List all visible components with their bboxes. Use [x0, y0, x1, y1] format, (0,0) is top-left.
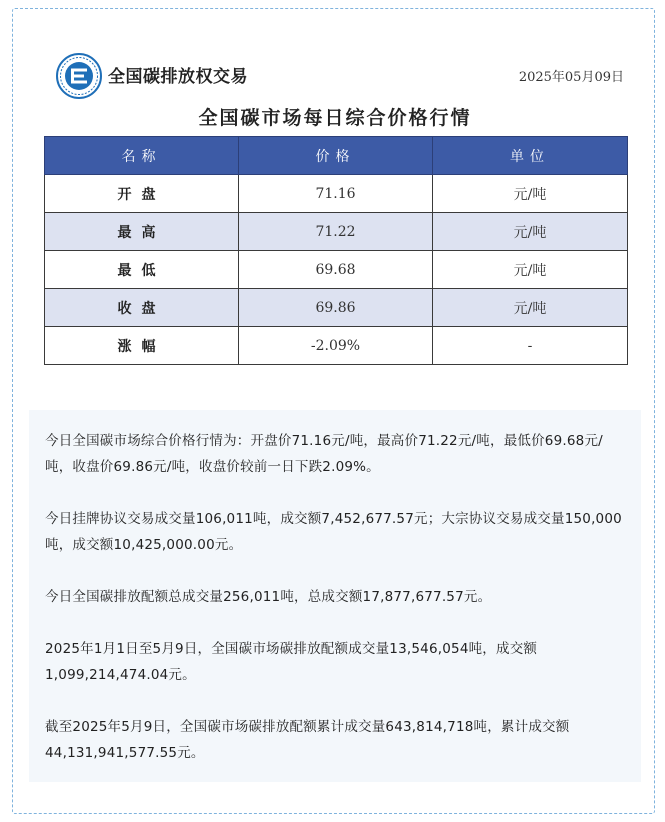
table-header-row — [45, 137, 628, 175]
header-unit: 单位 — [433, 137, 628, 175]
summary-box — [29, 410, 641, 782]
row-name: 收盘 — [45, 289, 239, 327]
summary-paragraph: 今日挂牌协议交易成交量106,011吨，成交额7,452,677.57元；大宗协议交易成交量150,000吨，成交额10,425,000.00元。 — [45, 511, 622, 553]
table-row — [45, 327, 628, 365]
row-price: 69.86 — [239, 289, 433, 327]
report-date: 2025年05月09日 — [518, 70, 624, 85]
row-unit: 元/吨 — [433, 175, 628, 213]
header — [56, 53, 628, 99]
row-price: 69.68 — [239, 251, 433, 289]
summary-paragraph: 2025年1月1日至5月9日，全国碳市场碳排放配额成交量13,546,054吨，成交额1,099,214,474.04元。 — [45, 641, 538, 683]
row-unit: 元/吨 — [433, 289, 628, 327]
row-name: 最高 — [45, 213, 239, 251]
row-name: 开盘 — [45, 175, 239, 213]
table-row — [45, 251, 628, 289]
row-price: 71.22 — [239, 213, 433, 251]
table-row — [45, 175, 628, 213]
row-name: 最低 — [45, 251, 239, 289]
table-row — [45, 213, 628, 251]
row-price: -2.09% — [239, 327, 433, 365]
row-unit: 元/吨 — [433, 251, 628, 289]
row-unit: 元/吨 — [433, 213, 628, 251]
summary-paragraph: 今日全国碳市场综合价格行情为：开盘价71.16元/吨，最高价71.22元/吨，最低价69.68元/吨，收盘价69.86元/吨，收盘价较前一日下跌2.09%。 — [45, 433, 603, 475]
summary-paragraph: 今日全国碳排放配额总成交量256,011吨，总成交额17,877,677.57元。 — [45, 589, 492, 605]
exchange-logo-icon — [56, 53, 102, 99]
page-title: 全国碳市场每日综合价格行情 — [198, 107, 472, 129]
table-row — [45, 289, 628, 327]
price-table — [44, 136, 628, 365]
brand-name: 全国碳排放权交易 — [108, 67, 248, 87]
header-name: 名称 — [45, 137, 239, 175]
row-name: 涨幅 — [45, 327, 239, 365]
row-unit: - — [433, 327, 628, 365]
row-price: 71.16 — [239, 175, 433, 213]
summary-paragraph: 截至2025年5月9日，全国碳市场碳排放配额累计成交量643,814,718吨，累计成交额44,131,941,577.55元。 — [45, 719, 570, 761]
header-price: 价格 — [239, 137, 433, 175]
